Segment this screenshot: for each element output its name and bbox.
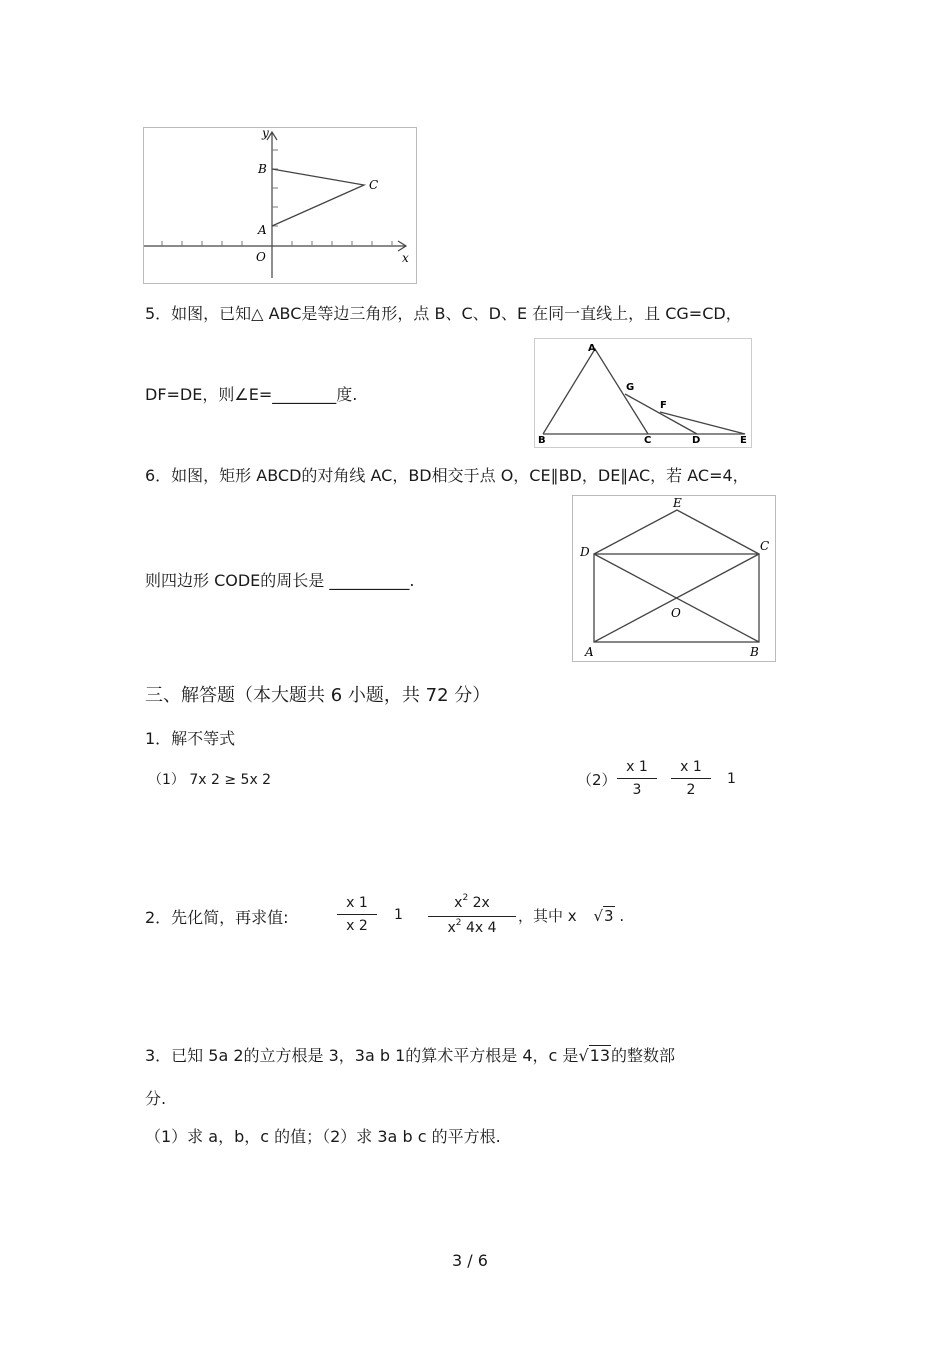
label-y: y xyxy=(262,128,269,140)
equilateral-triangle-figure xyxy=(534,338,752,448)
p2-tail xyxy=(518,905,624,926)
label-b: B xyxy=(258,162,267,176)
label-a: A xyxy=(585,645,594,659)
p2-fraction-2 xyxy=(428,894,516,939)
segment-fe xyxy=(660,412,745,434)
label-a: A xyxy=(258,223,267,237)
label-o: O xyxy=(671,606,681,620)
fraction-bar xyxy=(337,914,377,915)
p2-frac2-den-rest: 4x 4 xyxy=(461,920,497,936)
label-b: B xyxy=(538,435,546,446)
fraction-bar xyxy=(617,778,657,779)
p2-frac2-num-base: x xyxy=(454,895,463,911)
p3-line1-tail: 的整数部 xyxy=(611,1046,676,1065)
label-g: G xyxy=(626,382,635,393)
p2-frac2-den-exp: 2 xyxy=(455,918,462,928)
section-heading: 三、解答题（本大题共 6 小题，共 72 分） xyxy=(145,685,491,706)
triangle-abc xyxy=(272,169,364,226)
p2-frac2-den-base: x xyxy=(447,920,456,936)
coordinate-figure xyxy=(143,127,417,284)
rectangle-figure xyxy=(572,495,776,662)
label-c: C xyxy=(760,539,770,553)
fraction-bar xyxy=(428,916,516,917)
p3-line1 xyxy=(145,1043,675,1066)
p2-fraction-1 xyxy=(337,894,377,935)
q5-line1: 5．如图，已知△ ABC是等边三角形，点 B、C、D、E 在同一直线上，且 CG=CD， xyxy=(145,304,742,323)
coordinate-figure-svg xyxy=(144,128,416,283)
equilateral-triangle-svg xyxy=(535,339,751,447)
label-c: C xyxy=(369,178,379,192)
page-number: 3 / 6 xyxy=(452,1251,488,1270)
p1-title: 1．解不等式 xyxy=(145,729,236,748)
p2-frac2-num xyxy=(428,894,516,914)
p2-frac2-num-rest: 2x xyxy=(468,895,490,911)
x-ticks xyxy=(162,241,392,246)
p1-fraction-1 xyxy=(617,758,657,799)
p2-frac1-den: x 2 xyxy=(346,918,368,934)
sqrt-symbol: √ xyxy=(593,907,603,925)
q5-line2: DF=DE，则∠E=________度. xyxy=(145,385,358,404)
q6-line2: 则四边形 CODE的周长是 __________. xyxy=(145,571,415,590)
p1-frac1-den: 3 xyxy=(632,782,642,798)
p3-line1-text: 3．已知 5a 2的立方根是 3，3a b 1的算术平方根是 4，c 是 xyxy=(145,1046,579,1065)
y-ticks xyxy=(272,150,278,226)
label-b: B xyxy=(750,645,759,659)
label-o: O xyxy=(256,250,266,264)
sqrt-symbol: √ xyxy=(578,1046,589,1065)
p2-lead: 2．先化简，再求值: xyxy=(145,908,289,927)
label-a: A xyxy=(588,343,596,354)
label-x: x xyxy=(402,251,409,265)
label-e: E xyxy=(673,496,682,510)
p2-sqrt-value: 3 xyxy=(604,907,614,925)
p1-frac1-num: x 1 xyxy=(626,759,648,775)
p1-rhs: 1 xyxy=(727,771,736,787)
rectangle-svg xyxy=(573,496,775,661)
label-d: D xyxy=(580,545,590,559)
p2-mid: 1 xyxy=(394,907,403,923)
p1-fraction-2 xyxy=(671,758,711,799)
segments-de-ce xyxy=(594,510,759,554)
p2-frac2-den xyxy=(428,919,516,939)
label-f: F xyxy=(660,400,667,411)
p1-frac2-den: 2 xyxy=(686,782,696,798)
p3-line2: 分. xyxy=(145,1089,167,1108)
p2-frac2-num-exp: 2 xyxy=(462,893,469,903)
label-d: D xyxy=(692,435,701,446)
p2-tail-text: ，其中 x xyxy=(518,907,577,925)
q6-line1: 6．如图，矩形 ABCD的对角线 AC，BD相交于点 O，CE∥BD，DE∥AC，若 AC=4， xyxy=(145,466,749,485)
p3-sqrt-value: 13 xyxy=(589,1046,610,1065)
fraction-bar xyxy=(671,778,711,779)
p1-part1: （1） 7x 2 ≥ 5x 2 xyxy=(148,772,272,788)
label-e: E xyxy=(740,435,747,446)
label-c: C xyxy=(644,435,652,446)
p2-end: . xyxy=(619,907,625,925)
p1-part2-label: （2） xyxy=(577,771,617,789)
p1-frac2-num: x 1 xyxy=(680,759,702,775)
p3-line3: （1）求 a，b，c 的值；（2）求 3a b c 的平方根. xyxy=(145,1127,501,1146)
p2-frac1-num: x 1 xyxy=(346,895,368,911)
